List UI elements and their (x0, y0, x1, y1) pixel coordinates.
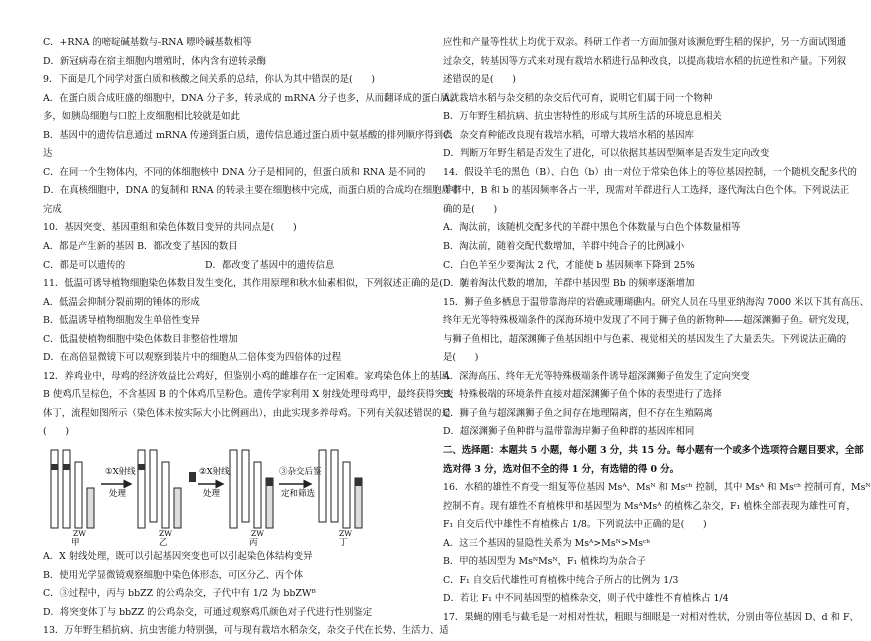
step2-label: ②X射线 (199, 467, 230, 478)
text-line: B．甲的基因型为 MsᴺMsᴺ，F₁ 植株均为杂合子 (443, 556, 646, 568)
text-line: B．特殊极端的环境条件直接对超深渊狮子鱼个体的表型进行了选择 (443, 389, 722, 401)
question-9: 9．下面是几个同学对蛋白质和核酸之间关系的总结，你认为其中错误的是( ) (43, 74, 376, 86)
option-d: D．都改变了基因中的遗传信息 (205, 259, 335, 271)
zw-label-jia: ZW (73, 529, 86, 539)
step3-sub-label: 定和筛选 (281, 489, 316, 500)
text-line: 确的是( ) (443, 203, 498, 215)
text-line: D．新冠病毒在宿主细胞内增殖时，体内含有逆转录酶 (43, 55, 267, 67)
text-line: A．低温会抑制分裂前期的锤体的形成 (43, 296, 200, 308)
zw-label-bing: ZW (251, 529, 264, 539)
question-12: 12．养鸡业中，母鸡的经济效益比公鸡好，但鉴别小鸡的雌雄存在一定困难。家鸡染色体上的基因 (43, 370, 449, 382)
left-lines-bottom (43, 548, 449, 641)
left-lines-mid (43, 275, 466, 442)
text-line: C．杂交育种能改良现有栽培水稻，可增大栽培水稻的基因库 (443, 129, 694, 141)
text-line: B．使用光学显微镜观察细胞中染色体形态，可区分乙、丙个体 (43, 569, 304, 581)
zw-label-ding: ZW (339, 529, 352, 539)
step3-label: ③杂交后鉴 (279, 467, 322, 478)
step2-sub-label: 处理 (203, 489, 221, 500)
text-line: A．在蛋白质合成旺盛的细胞中，DNA 分子多，转录成的 mRNA 分子也多，从而翻译成的蛋白质就 (43, 92, 460, 104)
section-heading-cont: 选对得 3 分，选对但不全的得 1 分，有选错的得 0 分。 (443, 463, 680, 475)
text-line: D．在真核细胞中，DNA 的复制和 RNA 的转录主要在细胞核中完成，而蛋白质的合成均在细胞质中 (43, 185, 461, 197)
text-line: A．深海高压、终年无光等特殊极端条件诱导超深渊狮子鱼发生了定向突变 (443, 370, 750, 382)
question-13: 13．万年野生稻抗病、抗虫害能力特别强，可与现有栽培水稻杂交，杂交子代在长势、生活力、适 (43, 625, 449, 637)
question-16: 16．水稻的雄性不育受一组复等位基因 Msᴬ、Msᴺ 和 Msᶜʰ 控制，其中 Msᴬ 和 Msᶜʰ 控制可育，Msᴺ (443, 482, 871, 494)
label-ding: 丁 (339, 538, 348, 549)
chromosome-ding (319, 450, 362, 528)
text-line: D．在高倍显微镜下可以观察到装片中的细胞从二倍体变为四倍体的过程 (43, 352, 342, 364)
text-line: 体丁，流程如图所示（染色体未按实际大小比例画出），由此实现多养母鸡。下列有关叙述错误的是 (43, 407, 451, 419)
text-line: B．低温诱导植物细胞发生单倍性变异 (43, 315, 200, 327)
text-line: B．淘汰前，随着交配代数增加，羊群中纯合子的比例减小 (443, 241, 685, 253)
text-line: B．万年野生稻抗病、抗虫害特性的形成与其所生活的环境息息相关 (443, 111, 722, 123)
text-line: C．低温使植物细胞中染色体数目非整倍性增加 (43, 333, 238, 345)
label-bing: 丙 (249, 538, 258, 549)
step1-sub-label: 处理 (109, 489, 127, 500)
text-line: D．将突变体丁与 bbZZ 的公鸡杂交，可通过观察鸡爪颜色对子代进行性别鉴定 (43, 606, 373, 618)
text-line: A．都是产生新的基因 B．都改变了基因的数目 (43, 241, 238, 253)
text-line: 应性和产量等性状上均优于双亲。科研工作者一方面加强对该濒危野生稻的保护，另一方面试图通 (443, 37, 847, 48)
text-line: C．F₁ 自交后代雄性可育植株中纯合子所占的比例为 1/3 (443, 574, 679, 586)
text-line: A．栽培水稻与杂交稻的杂交后代可育，说明它们属于同一个物种 (443, 92, 713, 104)
text-line: 终年无光等特殊极端条件的深海环境中发现了不同于狮子鱼的新物种——超深渊狮子鱼。研究发现， (443, 315, 856, 327)
chromosome-diagram (43, 444, 363, 549)
zw-label-yi: ZW (159, 529, 172, 539)
text-line: 多，如胰岛细胞与口腔上皮细胞相比较就是如此 (43, 111, 240, 123)
text-line: 是( ) (443, 352, 479, 364)
left-lines-top (43, 34, 461, 257)
text-line: B．基因中的遗传信息通过 mRNA 传递到蛋白质，遗传信息通过蛋白质中氨基酸的排列顺序得到表 (43, 129, 453, 141)
text-line: 过杂交，转基因等方式来对现有栽培水稻进行品种改良，以提高栽培水稻的抗逆性和产量。下列叙 (443, 55, 847, 67)
right-column (443, 34, 871, 628)
text-line: A．X 射线处理，既可以引起基因突变也可以引起染色体结构变异 (43, 551, 313, 563)
text-line: ( ) (43, 426, 70, 438)
text-line: D．超深渊狮子鱼种群与温带靠海岸狮子鱼种群的基因库相同 (443, 426, 695, 438)
question-14: 14．假设羊毛的黑色（B）、白色（b）由一对位于常染色体上的等位基因控制，一个随机交配多代的 (443, 166, 857, 178)
chromosome-bing (230, 450, 273, 528)
text-line: 控制不育。现有雄性不育植株甲和基因型为 MsᴬMsᴬ 的植株乙杂交，F₁ 植株全部表现为雄性可育， (443, 500, 856, 512)
text-line: C．+RNA 的嘧啶碱基数与-RNA 嘌呤碱基数相等 (43, 37, 252, 48)
text-line: 羊群中，B 和 b 的基因频率各占一半，现需对羊群进行人工选择，逐代淘汰白色个体。下列说法正 (443, 185, 850, 197)
chromosome-figure (43, 444, 425, 549)
text-line: 与狮子鱼相比，超深渊狮子鱼基因组中与色素、视觉相关的基因发生了大量丢失。下列说法正确的 (443, 333, 847, 345)
label-yi: 乙 (159, 538, 168, 549)
text-line: F₁ 自交后代中雄性不育植株占 1/8。下列说法中正确的是( ) (443, 519, 707, 531)
question-10: 10．基因突变、基因重组和染色体数目变异的共同点是( ) (43, 222, 297, 234)
question-11: 11．低温可诱导植物细胞染色体数目发生变化，其作用原理和秋水仙素相似，下列叙述正确的是( ) (43, 278, 466, 290)
q10-options-cd (43, 257, 425, 276)
text-line: C．狮子鱼与超深渊狮子鱼之间存在地理隔离，但不存在生殖隔离 (443, 407, 713, 419)
text-line: D．判断万年野生稻是否发生了进化，可以依据其基因型频率是否发生定向改变 (443, 148, 770, 160)
question-15: 15．狮子鱼多栖息于温带靠海岸的岩礁或珊瑚礁内。研究人员在马里亚纳海沟 7000 米以下其有高压、 (443, 296, 870, 308)
text-line: C．白色羊至少要淘汰 2 代，才能使 b 基因频率下降到 25% (443, 259, 695, 271)
text-line: D．随着淘汰代数的增加，羊群中基因型 Bb 的频率逐渐增加 (443, 278, 695, 290)
chromosome-yi (138, 450, 196, 528)
text-line: C．③过程中，丙与 bbZZ 的公鸡杂交，子代中有 1/2 为 bbZWᴮ (43, 588, 316, 600)
chromosome-jia (51, 450, 94, 528)
text-line: 述错误的是( ) (443, 74, 516, 86)
text-line: A．这三个基因的显隐性关系为 Msᴬ>Msᴺ>Msᶜʰ (443, 537, 651, 549)
left-column (43, 34, 466, 641)
section-heading: 二、选择题：本题共 5 小题，每小题 3 分，共 15 分。每小题有一个或多个选项符合题目要求，全部 (443, 445, 864, 457)
text-line: B 使鸡爪呈棕色，不含基因 B 的个体鸡爪呈粉色。遗传学家利用 X 射线处理母鸡甲，最终获得突变 (43, 389, 454, 401)
step1-label: ①X射线 (105, 467, 136, 478)
label-jia: 甲 (71, 538, 80, 549)
option-c: C．都是可以遗传的 (43, 259, 126, 271)
text-line: A．淘汰前，该随机交配多代的羊群中黑色个体数量与白色个体数量相等 (443, 222, 741, 234)
text-line: 达 (43, 148, 53, 160)
question-17: 17．果蝇的刚毛与截毛是一对相对性状，粗眼与细眼是一对相对性状，分别由等位基因 D、d 和 F、 (443, 611, 859, 623)
text-line: 完成 (43, 203, 62, 215)
text-line: C．在同一个生物体内，不同的体细胞核中 DNA 分子是相同的，但蛋白质和 RNA 是不同的 (43, 166, 426, 178)
text-line: D．若让 F₁ 中不同基因型的植株杂交，则子代中雄性不育植株占 1/4 (443, 593, 729, 605)
